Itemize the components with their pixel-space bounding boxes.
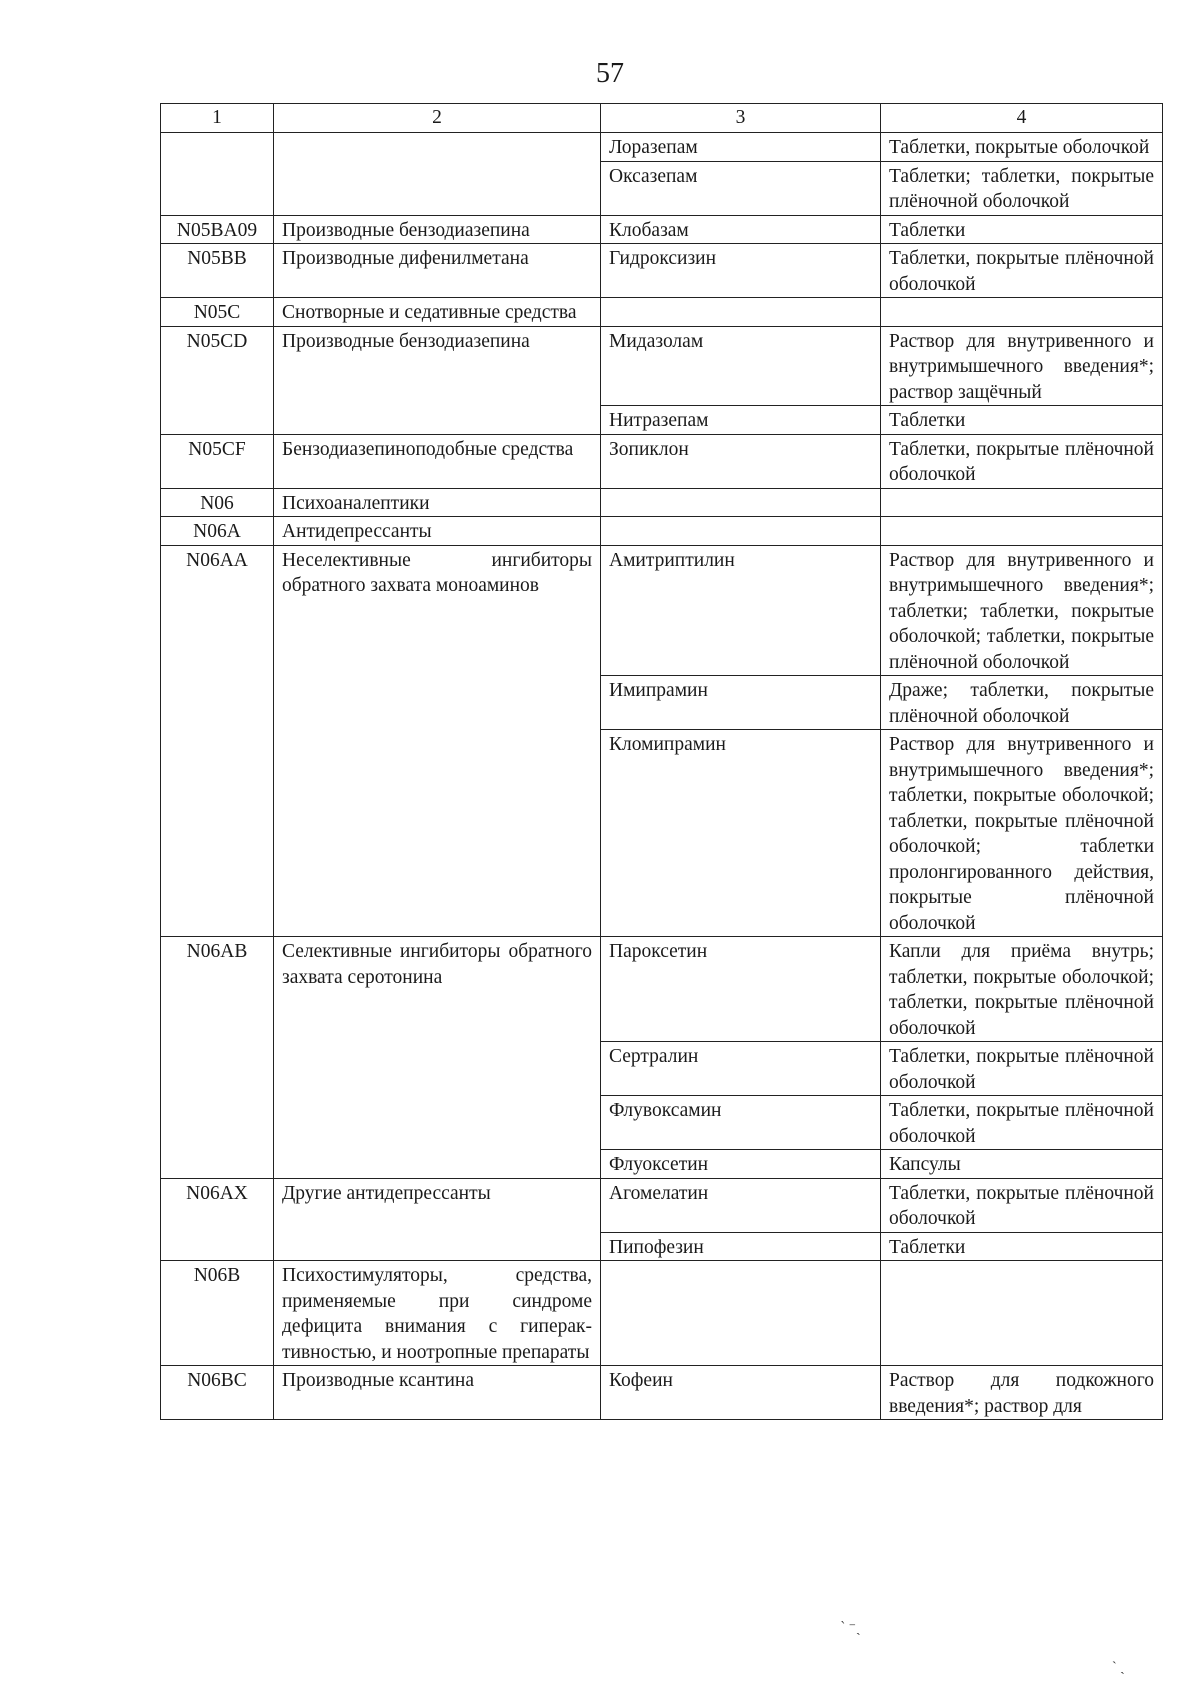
dosage-form-cell: Раствор для внутривенного и внутримышечного введения*; таблетки; таблетки, покрытые оболочкой; таблетки, покрытые плёночной оболочкой: [881, 545, 1163, 676]
atc-code-cell: N05BA09: [161, 215, 274, 244]
dosage-form-cell: Таблетки; таблетки, покрытые плёночной оболочкой: [881, 161, 1163, 215]
dosage-form-cell: [881, 488, 1163, 517]
drug-name-cell: [601, 1261, 881, 1366]
drug-name-cell: Имипрамин: [601, 676, 881, 730]
atc-code-cell: N06B: [161, 1261, 274, 1366]
atc-code-cell: N06AB: [161, 937, 274, 1179]
drug-name-cell: Амитриптилин: [601, 545, 881, 676]
table-row: [161, 215, 1163, 244]
atc-code-cell: N05CD: [161, 326, 274, 434]
dosage-form-cell: Капли для приёма внутрь; таблетки, покрытые оболочкой; таблетки, покрытые плёночной оболочкой: [881, 937, 1163, 1042]
drug-group-cell: Психоаналептики: [274, 488, 601, 517]
drug-name-cell: Гидроксизин: [601, 244, 881, 298]
drug-name-cell: Флувоксамин: [601, 1096, 881, 1150]
dosage-form-cell: Раствор для подкожного введения*; раствор для: [881, 1366, 1163, 1420]
table-row: [161, 1261, 1163, 1366]
drug-group-cell: Селективные ингибиторы обратного захвата серотонина: [274, 937, 601, 1179]
dosage-form-cell: Раствор для внутривенного и внутримышечного введения*; раствор защёчный: [881, 326, 1163, 406]
drug-group-cell: Производные бензодиазепина: [274, 215, 601, 244]
page-number: 57: [596, 58, 624, 89]
column-header: 2: [274, 104, 601, 133]
atc-code-cell: N06: [161, 488, 274, 517]
column-header: 4: [881, 104, 1163, 133]
atc-code-cell: N05BB: [161, 244, 274, 298]
drug-group-cell: Производные ксантина: [274, 1366, 601, 1420]
table-row: [161, 1178, 1163, 1232]
dosage-form-cell: [881, 1261, 1163, 1366]
scan-mark: ˋ ˎ: [1112, 1660, 1125, 1675]
drug-name-cell: Нитразепам: [601, 406, 881, 435]
drug-group-cell: Производные дифенилметана: [274, 244, 601, 298]
drug-group-cell: Психостимуляторы, средства, применяемые при синдроме дефицита внимания с гиперактивностью, и ноотропные препараты: [274, 1261, 601, 1366]
drug-name-cell: [601, 517, 881, 546]
drug-name-cell: Мидазолам: [601, 326, 881, 406]
dosage-form-cell: Таблетки, покрытые плёночной оболочкой: [881, 434, 1163, 488]
table-row: [161, 133, 1163, 162]
atc-code-cell: N06BC: [161, 1366, 274, 1420]
dosage-form-cell: Таблетки: [881, 1232, 1163, 1261]
drug-name-cell: Кломипрамин: [601, 730, 881, 937]
drug-group-cell: [274, 133, 601, 216]
table-row: [161, 517, 1163, 546]
drug-group-cell: Неселективные ингибиторы обратного захвата моноаминов: [274, 545, 601, 937]
drug-name-cell: Пипофезин: [601, 1232, 881, 1261]
dosage-form-cell: Драже; таблетки, покрытые плёночной оболочкой: [881, 676, 1163, 730]
dosage-form-cell: Таблетки, покрытые оболочкой: [881, 133, 1163, 162]
drug-name-cell: Зопиклон: [601, 434, 881, 488]
drug-name-cell: Флуоксетин: [601, 1150, 881, 1179]
table-row: [161, 488, 1163, 517]
dosage-form-cell: Таблетки: [881, 406, 1163, 435]
dosage-form-cell: Раствор для внутривенного и внутримышечного введения*; таблетки, покрытые оболочкой; таблетки, покрытые плёночной оболочкой; таблетки пролонгированного действия, покрытые плёночной оболочкой: [881, 730, 1163, 937]
drug-name-cell: Кофеин: [601, 1366, 881, 1420]
drug-group-cell: Производные бензодиазепина: [274, 326, 601, 434]
dosage-form-cell: Таблетки, покрытые плёночной оболочкой: [881, 244, 1163, 298]
dosage-form-cell: [881, 298, 1163, 327]
drug-group-cell: Антидепрессанты: [274, 517, 601, 546]
drug-group-cell: Бензодиазепиноподобные средства: [274, 434, 601, 488]
table-row: [161, 545, 1163, 676]
dosage-form-cell: Таблетки: [881, 215, 1163, 244]
atc-code-cell: N06A: [161, 517, 274, 546]
dosage-form-cell: [881, 517, 1163, 546]
drug-name-cell: Пароксетин: [601, 937, 881, 1042]
dosage-form-cell: Капсулы: [881, 1150, 1163, 1179]
atc-code-cell: N06AX: [161, 1178, 274, 1261]
column-header: 1: [161, 104, 274, 133]
drug-group-cell: Снотворные и седативные средства: [274, 298, 601, 327]
table-header-row: [161, 104, 1163, 133]
atc-code-cell: N05C: [161, 298, 274, 327]
atc-code-cell: [161, 133, 274, 216]
drug-table: [160, 103, 1163, 1420]
drug-name-cell: Сертралин: [601, 1042, 881, 1096]
drug-name-cell: Клобазам: [601, 215, 881, 244]
table-row: [161, 244, 1163, 298]
table-row: [161, 1366, 1163, 1420]
drug-name-cell: Лоразепам: [601, 133, 881, 162]
scan-mark: ՝ ⁻ˏ: [840, 1621, 861, 1636]
drug-group-cell: Другие антидепрессанты: [274, 1178, 601, 1261]
drug-name-cell: Агомелатин: [601, 1178, 881, 1232]
drug-name-cell: [601, 488, 881, 517]
dosage-form-cell: Таблетки, покрытые плёночной оболочкой: [881, 1096, 1163, 1150]
atc-code-cell: N06AA: [161, 545, 274, 937]
column-header: 3: [601, 104, 881, 133]
dosage-form-cell: Таблетки, покрытые плёночной оболочкой: [881, 1178, 1163, 1232]
atc-code-cell: N05CF: [161, 434, 274, 488]
drug-name-cell: [601, 298, 881, 327]
table-row: [161, 298, 1163, 327]
table-row: [161, 937, 1163, 1042]
table-row: [161, 326, 1163, 406]
drug-name-cell: Оксазепам: [601, 161, 881, 215]
dosage-form-cell: Таблетки, покрытые плёночной оболочкой: [881, 1042, 1163, 1096]
table-row: [161, 434, 1163, 488]
